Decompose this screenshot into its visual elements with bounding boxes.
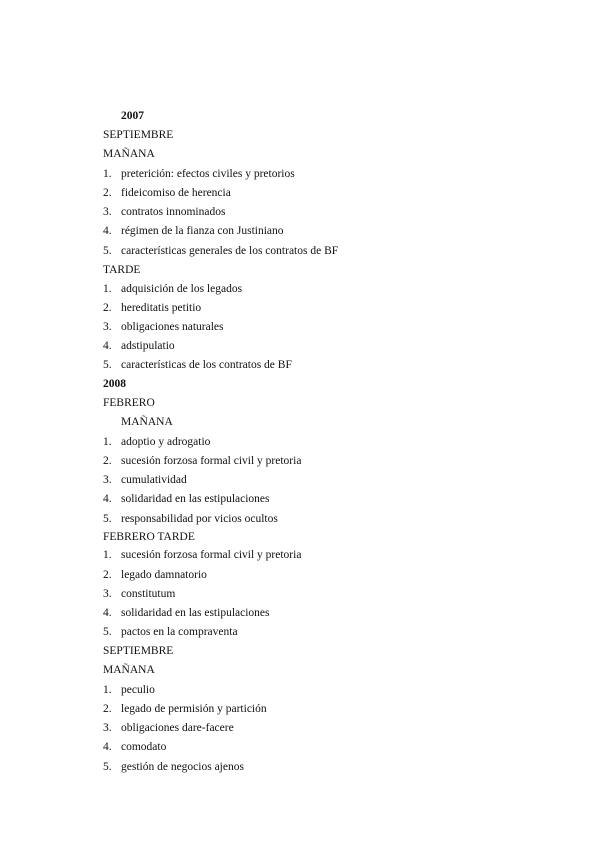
list-item: fideicomiso de herencia [121,187,231,199]
session-heading-manana: MAÑANA [103,664,155,676]
list-number: 3. [103,474,112,486]
list-number: 5. [103,513,112,525]
list-number: 5. [103,359,112,371]
list-number: 5. [103,626,112,638]
list-item: características generales de los contratos de BF [121,245,339,257]
list-item: adstipulatio [121,340,175,352]
list-item: preterición: efectos civiles y pretorios [121,168,295,180]
list-number: 5. [103,245,112,257]
list-number: 3. [103,321,112,333]
list-item: obligaciones dare-facere [121,722,234,734]
list-number: 1. [103,684,112,696]
list-number: 2. [103,187,112,199]
list-item: sucesión forzosa formal civil y pretoria [121,549,302,561]
list-number: 3. [103,722,112,734]
list-number: 4. [103,493,112,505]
list-item: legado de permisión y partición [121,703,267,715]
list-item: contratos innominados [121,206,226,218]
list-item: características de los contratos de BF [121,359,292,371]
list-number: 2. [103,569,112,581]
session-heading-septiembre: SEPTIEMBRE [103,129,174,141]
list-number: 3. [103,206,112,218]
list-item: solidaridad en las estipulaciones [121,607,270,619]
session-heading-febrero-tarde: FEBRERO TARDE [103,531,195,543]
list-number: 1. [103,168,112,180]
list-number: 4. [103,741,112,753]
list-item: responsabilidad por vicios ocultos [121,513,278,525]
session-heading-manana: MAÑANA [103,148,155,160]
list-number: 4. [103,340,112,352]
list-item: hereditatis petitio [121,302,202,314]
session-heading-manana: MAÑANA [121,416,173,428]
list-item: solidaridad en las estipulaciones [121,493,270,505]
list-number: 3. [103,588,112,600]
list-item: legado damnatorio [121,569,207,581]
session-heading-tarde: TARDE [103,264,141,276]
list-number: 1. [103,549,112,561]
list-number: 2. [103,302,112,314]
list-number: 5. [103,761,112,773]
list-number: 1. [103,436,112,448]
list-number: 4. [103,607,112,619]
list-item: gestión de negocios ajenos [121,761,244,773]
list-item: adquisición de los legados [121,283,243,295]
list-item: obligaciones naturales [121,321,224,333]
year-heading-2008: 2008 [103,378,126,390]
list-item: pactos en la compraventa [121,626,238,638]
list-number: 2. [103,703,112,715]
list-number: 1. [103,283,112,295]
session-heading-febrero: FEBRERO [103,397,155,409]
list-item: cumulatividad [121,474,187,486]
list-item: sucesión forzosa formal civil y pretoria [121,455,302,467]
list-number: 4. [103,225,112,237]
list-item: comodato [121,741,167,753]
list-item: régimen de la fianza con Justiniano [121,225,284,237]
year-heading-2007: 2007 [121,110,144,122]
list-item: adoptio y adrogatio [121,436,211,448]
list-number: 2. [103,455,112,467]
list-item: constitutum [121,588,176,600]
list-item: peculio [121,684,155,696]
session-heading-septiembre: SEPTIEMBRE [103,645,174,657]
